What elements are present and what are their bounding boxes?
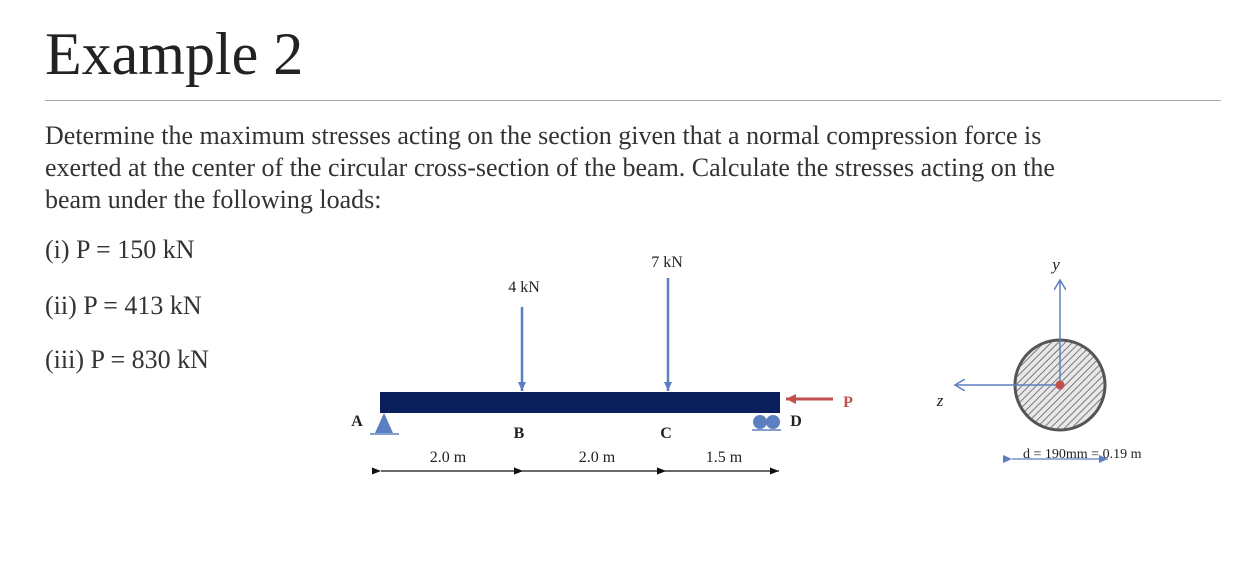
point-label-a: A	[351, 413, 363, 430]
point-label-c: C	[660, 425, 672, 442]
load-case-1: (i) P = 150 kN	[45, 235, 195, 264]
problem-line: exerted at the center of the circular cross-section of the beam. Calculate the stresses acting on the	[45, 153, 1055, 182]
point-label-d: D	[790, 413, 802, 430]
load-case-2: (ii) P = 413 kN	[45, 291, 202, 320]
roller-right	[766, 415, 780, 429]
problem-line: Determine the maximum stresses acting on the section given that a normal compression force is	[45, 121, 1042, 150]
point-label-b: B	[513, 425, 525, 442]
beam	[380, 392, 780, 413]
span-label-ab: 2.0 m	[429, 449, 467, 466]
load-label-b: 4 kN	[508, 279, 540, 296]
span-label-bc: 2.0 m	[578, 449, 616, 466]
problem-line: beam under the following loads:	[45, 185, 382, 214]
y-axis-label: y	[1052, 255, 1060, 274]
roller-left	[753, 415, 767, 429]
load-label-c: 7 kN	[651, 254, 683, 271]
page-title: Example 2	[45, 21, 304, 87]
pin-support-a	[375, 413, 393, 433]
span-label-cd: 1.5 m	[705, 449, 743, 466]
centroid-point	[1056, 381, 1065, 390]
diameter-label: d = 190mm = 0.19 m	[1023, 447, 1142, 462]
z-axis-label: z	[936, 391, 944, 410]
load-case-3: (iii) P = 830 kN	[45, 345, 209, 374]
axial-load-label: P	[843, 394, 853, 411]
